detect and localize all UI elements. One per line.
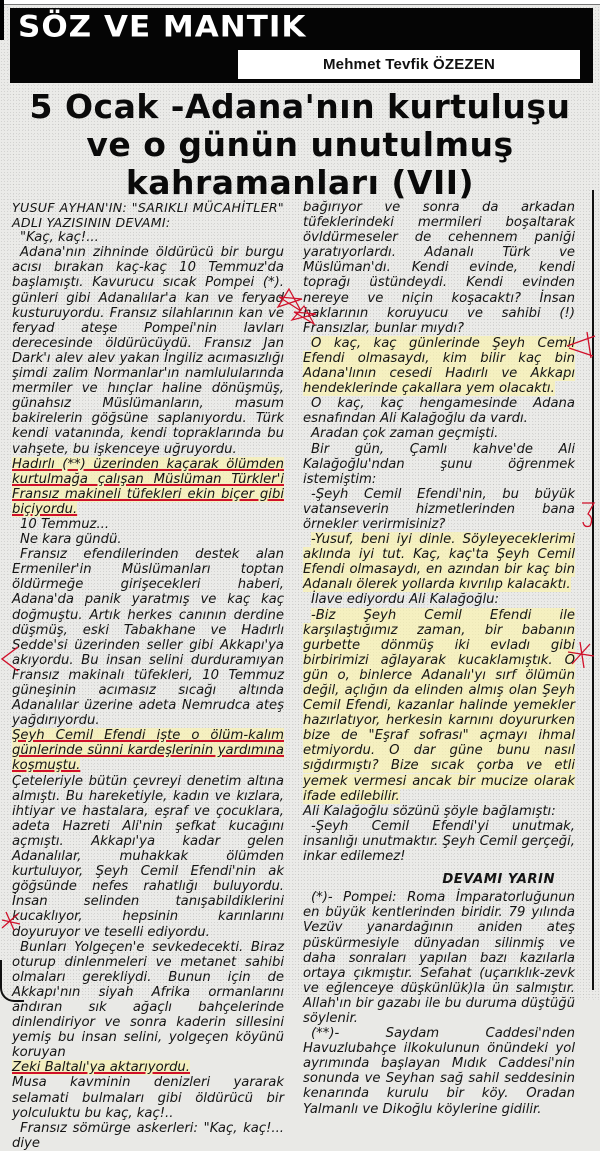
- right-column: [303, 200, 575, 1117]
- paragraph: Aradan çok zaman geçmişti.: [311, 426, 499, 442]
- footnote: (**)- Saydam Caddesi'nden Havuzlubahçe ilkokulunun önündeki yol ayrımında başlayan Mıdık Caddesi'nin sonunda ve Seyhan sağ sahil seddesinin kenarında kurulu bir köy. Oradan Yalmanlı ve Dikoğlu köylerine gidilir.: [303, 1026, 575, 1117]
- headline-line: ve o günün unutulmuş: [86, 125, 514, 164]
- highlighted-text: -Biz Şeyh Cemil Efendi ile karşılaştığımız zaman, bir babanın gurbette dönmüş iki evladı gibi birbirimizi ağlayarak kucaklamıştık. O gün o, binlerce Adanalı'yı sırf ölümün değil, açlığın da elinden almış olan Şeyh Cemil Efendi, kazanlar halinde yemekler hazırlatıyor, herkesin karnını doyururken bize de "Eşraf sofrası" açmayı ihmal etmiyordu. O dar güne bunu nasıl sığdırmıştı? Bize sıcak çorba ve etli yemek vermesi ancak bir mucize olarak ifade edilebilir.: [303, 607, 575, 804]
- paragraph: O kaç, kaç hengamesinde Adana esnafından Ali Kalağoğlu da vardı.: [303, 396, 575, 427]
- paragraph: Ne kara gündü.: [20, 532, 122, 548]
- paragraph: İlave ediyordu Ali Kalağoğlu:: [311, 592, 499, 608]
- left-edge-mark: [0, 0, 4, 40]
- headline-line: kahramanları (VII): [125, 163, 475, 202]
- headline-line: 5 Ocak -Adana'nın kurtuluşu: [29, 87, 571, 126]
- paragraph: 10 Temmuz...: [20, 516, 110, 532]
- top-rule: [0, 0, 600, 5]
- highlighted-text: Hadırlı (**) üzerinden kaçarak ölümden kurtulmağa çalışan Müslüman Türkler'i Fransız makineli tüfekleri ekin biçer gibi biçiyordu.: [12, 456, 284, 517]
- left-column: [12, 200, 284, 1151]
- column-title: SÖZ VE MANTIK: [18, 10, 307, 45]
- paragraph-highlighted: [303, 532, 575, 592]
- highlighted-text: Şeyh Cemil Efendi işte o ölüm-kalım günlerinde sünni kardeşlerinin yardımına koşmuştu.: [12, 728, 284, 774]
- author-box: [238, 50, 580, 79]
- paragraph: bağırıyor ve sonra da arkadan tüfeklerindeki mermileri boşaltarak övldürmeseler de cehennem paniği yaratıyorlardı. Adanalı Türk ve Müslüman'dı. Kendi evinde, kendi toprağı üstündeydi. Kendi evinden nereye ve niçin koşacaktı? İnsan haklarının koruyucu ve sahibi (!) Fransızlar, bunlar mıydı?: [303, 200, 575, 336]
- paragraph-highlighted: [303, 608, 575, 804]
- paragraph: Fransız efendilerinden destek alan Ermeniler'in Müslümanları toptan öldürmeğe girişecekleri haberi, Adana'da panik yaratmış ve kaç kaç doğmuştu. Artık herkes canının derdine düşmüş, eski Tabakhane ve Hadırlı Sedde'si üzerinden seller gibi Akkapı'ya akıyordu. Bu insan selini durduramıyan Fransız makinalı tüfekleri, 10 Temmuz güneşinin acımasız sıcağı altında Adanalılar üzerine adeta Nemrudca ateş yağdırıyordu.: [12, 547, 284, 729]
- article-headline: [0, 88, 600, 202]
- paragraph: Ali Kalağoğlu sözünü şöyle bağlamıştı:: [303, 803, 556, 819]
- author-name: Mehmet Tevfik ÖZEZEN: [322, 56, 496, 73]
- paragraph-highlighted: [12, 728, 284, 773]
- paragraph: Musa kavminin denizleri yararak selamati bulmaları gibi öldürücü bir yolculuktu bu kaç, kaç!..: [12, 1075, 284, 1121]
- paragraph: Adana'nın zihninde öldürücü bir burgu acısı bırakan kaç-kaç 10 Temmuz'da başlamıştı. Kavurucu sıcak Pompei (*). günleri gibi Adanalılar'a kan ve feryad kusturuyordu. Fransız silahlarının kan ve feryad ateşe Pompei'nin lavları derecesinde öldürücüydü. Fransız Jan Dark'ı alev alev yakan İngiliz acımasızlığı şimdi zalim Normanlar'ın namlulularında mermiler ve hınçlar haline dönüşmüş, günahsız Müslümanların, masum bakirelerin göğsüne saplanıyordu. Türk kendi vatanında, kendi topraklarında bu vahşete, bu işkenceye uğruyordu.: [12, 245, 284, 457]
- paragraph-highlighted: [12, 1060, 284, 1075]
- highlighted-text: Zeki Baltalı'ya aktarıyordu.: [12, 1060, 190, 1076]
- paragraph: Çeteleriyle bütün çevreyi denetim altına almıştı. Bu hareketiyle, kadın ve kızlara, ihtiyar ve hastalara, eşraf ve çocuklara, adeta Hazreti Ali'nin şefkat kucağını açmıştı. Akkapı'ya kadar gelen Adanalılar, muhakkak ölümden kurtuluyor, Şeyh Cemil Efendi'nin ak göğsünde nefes rahatlığı buluyordu. İnsan selinden tanışabildiklerini kucaklıyor, hepsinin karınlarını doyuruyor ve teselli ediyordu.: [12, 773, 284, 940]
- highlighted-text: -Yusuf, beni iyi dinle. Söyleyeceklerimi aklında iyi tut. Kaç, kaç'ta Şeyh Cemil Efendi olmasaydı, en azından bir kaç bin Adanalı ölerek yollarda kıvrılıp kalacaktı.: [303, 532, 575, 593]
- article-intro: YUSUF AYHAN'IN: "SARIKLI MÜCAHİTLER" ADLI YAZISININ DEVAMI:: [12, 200, 284, 231]
- paragraph-highlighted: [12, 457, 284, 517]
- footnote: (*)- Pompei: Roma İmparatorluğunun en büyük kentlerinden biridir. 79 yılında Vezüv yanardağının aniden ateş püskürmesiyle dünyadan silinmiş ve daha sonraları yapılan bazı kazılarla ortaya çıkmıştır. Sefahat (uçarıklık-zevk ve eğlenceye düşkünlük)la ün salmıştır. Allah'ın bir gazabı ile bu duruma düştüğü söylenir.: [303, 890, 575, 1026]
- highlighted-text: O kaç, kaç günlerinde Şeyh Cemil Efendi olmasaydı, kim bilir kaç bin Adana'lının cesedi Hadırlı ve Akkapı hendeklerinde çakallara yem olacaktı.: [303, 335, 575, 397]
- column-border: [592, 190, 594, 990]
- paragraph: Bunları Yolgeçen'e sevkedecekti. Biraz oturup dinlenmeleri ve metanet sahibi olmaları gerekliydi. Bunun için de Akkapı'nın siyah Afrika ormanlarını andıran sık ağaçlı bahçelerinde dinlendiriyor ve sonra kaderin sillesini yemiş bu insan selini, yolgeçen köyünü koruyan: [12, 939, 284, 1061]
- continued-label: DEVAMI YARIN: [442, 872, 555, 888]
- paragraph-highlighted: [303, 336, 575, 396]
- column-header: [10, 8, 593, 83]
- paragraph: Fransız sömürge askerleri: "Kaç, kaç!... diye: [12, 1120, 284, 1151]
- pen-mark: [580, 500, 598, 530]
- paragraph: Bir gün, Çamlı kahve'de Ali Kalağoğlu'ndan şunu öğrenmek istemiştim:: [303, 441, 575, 487]
- paragraph: -Şeyh Cemil Efendi'nin, bu büyük vatanseverin hizmetlerinden bana örnekler verirmisiniz?: [303, 486, 575, 532]
- paragraph: -Şeyh Cemil Efendi'yi unutmak, insanlığı unutmaktır. Şeyh Cemil gerçeği, inkar edilemez!: [303, 818, 575, 865]
- paragraph: "Kaç, kaç!...: [20, 230, 99, 246]
- corner-border: [0, 960, 24, 1002]
